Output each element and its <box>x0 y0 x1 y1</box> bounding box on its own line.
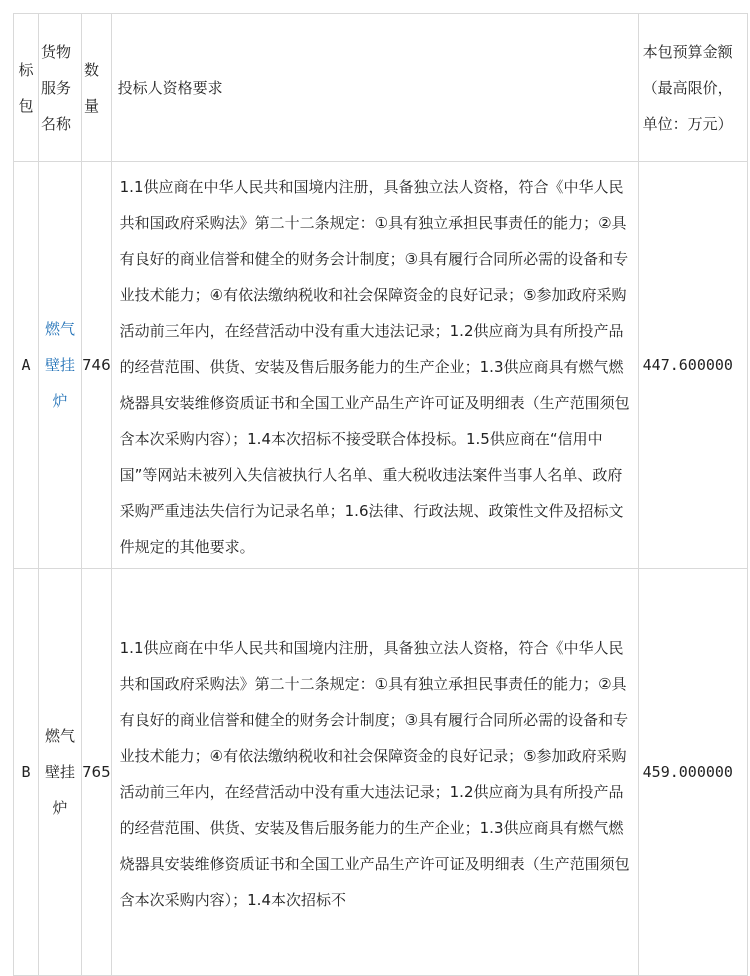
row-requirements: 1.1供应商在中华人民共和国境内注册，具备独立法人资格，符合《中华人民共和国政府采购法》第二十二条规定：①具有独立承担民事责任的能力；②具有良好的商业信誉和健全的财务会计制度；③具有履行合同所必需的设备和专业技术能力；④有依法缴纳税收和社会保障资金的良好记录；⑤参加政府采购活动前三年内，在经营活动中没有重大违法记录；1.2供应商为具有所投产品的经营范围、供货、安装及售后服务能力的生产企业；1.3供应商具有燃气燃烧器具安装维修资质证书和全国工业产品生产许可证及明细表（生产范围须包含本次采购内容）；1.4本次招标不接受联合体投标。1.5供应商在“信用中国”等网站未被列入失信被执行人名单、重大税收违法案件当事人名单、政府采购严重违法失信行为记录名单；1.6法律、行政法规、政策性文件及招标文件规定的其他要求。 <box>111 162 638 569</box>
row-goods-name-link[interactable] <box>39 162 82 569</box>
row-quantity: 746 <box>82 162 112 569</box>
table-row <box>14 569 748 976</box>
header-budget <box>638 14 747 162</box>
row-package: A <box>14 162 39 569</box>
row-goods-name <box>39 569 82 976</box>
row-goods-name-text: 燃气壁挂炉 <box>44 727 75 817</box>
header-goods-name <box>39 14 82 162</box>
header-requirements-label: 投标人资格要求 <box>117 78 223 97</box>
row-requirements: 1.1供应商在中华人民共和国境内注册，具备独立法人资格，符合《中华人民共和国政府采购法》第二十二条规定：①具有独立承担民事责任的能力；②具有良好的商业信誉和健全的财务会计制度；③具有履行合同所必需的设备和专业技术能力；④有依法缴纳税收和社会保障资金的良好记录；⑤参加政府采购活动前三年内，在经营活动中没有重大违法记录；1.2供应商为具有所投产品的经营范围、供货、安装及售后服务能力的生产企业；1.3供应商具有燃气燃烧器具安装维修资质证书和全国工业产品生产许可证及明细表（生产范围须包含本次采购内容）；1.4本次招标不 <box>111 569 638 976</box>
procurement-table <box>13 13 748 976</box>
header-package-label: 标包 <box>18 60 34 115</box>
header-requirements <box>111 14 638 162</box>
table-header-row <box>14 14 748 162</box>
header-quantity <box>82 14 112 162</box>
row-budget: 459.000000 <box>638 569 747 976</box>
row-package: B <box>14 569 39 976</box>
header-package <box>14 14 39 162</box>
table-row <box>14 162 748 569</box>
header-budget-label: 本包预算金额（最高限价，单位：万元） <box>642 42 733 133</box>
row-budget: 447.600000 <box>638 162 747 569</box>
header-quantity-label: 数量 <box>84 60 100 115</box>
row-goods-name-text[interactable]: 燃气壁挂炉 <box>44 320 75 410</box>
row-quantity: 765 <box>82 569 112 976</box>
header-goods-name-label: 货物服务名称 <box>41 42 72 133</box>
